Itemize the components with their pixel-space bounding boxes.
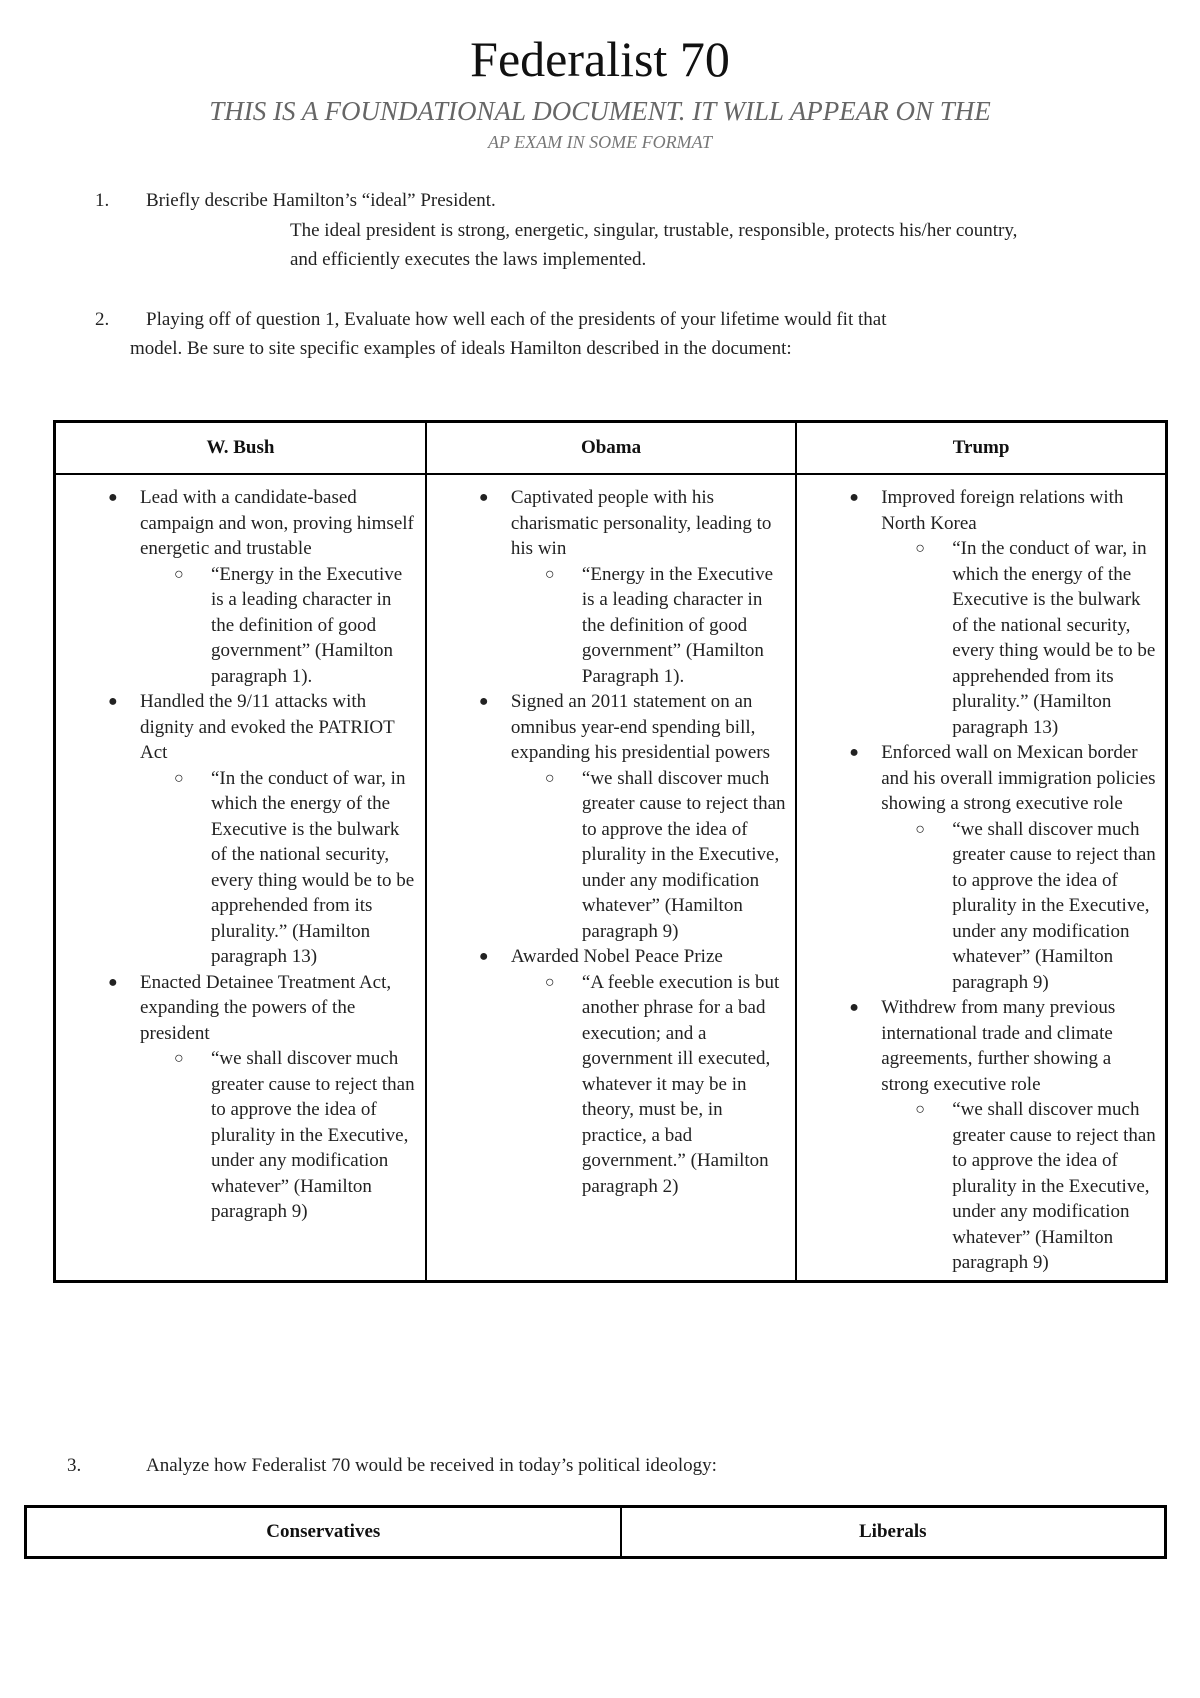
list-item — [138, 1046, 417, 1225]
sub-bullet-icon: ○ — [544, 769, 555, 787]
bullet-icon: ● — [478, 948, 489, 965]
sub-bullet-icon: ○ — [544, 565, 555, 583]
bullet-icon: ● — [849, 744, 859, 761]
ideology-table — [24, 1505, 1167, 1559]
question-3-number: 3. — [67, 1455, 82, 1476]
sub-bullet-icon: ○ — [915, 820, 925, 838]
list-item — [64, 689, 417, 970]
header-obama: Obama — [426, 422, 796, 475]
list-item — [435, 485, 787, 689]
sub-bullet-icon: ○ — [544, 973, 555, 991]
presidents-table-header — [55, 422, 1167, 475]
ideology-table-header — [26, 1507, 1166, 1558]
question-2-number: 2. — [95, 309, 110, 330]
list-item — [805, 740, 1157, 995]
list-item — [879, 817, 1157, 996]
sub-bullet-icon: ○ — [915, 1101, 925, 1118]
bullet-text: Lead with a candidate-based campaign and won, proving himself energetic and trustable — [140, 487, 414, 559]
quote-text: “we shall discover much greater cause to reject than to approve the idea of plurality in the Executive, under any modification whatever” (Hamilton paragraph 9) — [952, 1099, 1156, 1273]
quote-text: “we shall discover much greater cause to reject than to approve the idea of plurality in the Executive, under any modification whatever” (Hamilton paragraph 9) — [211, 1048, 415, 1222]
list-item — [509, 766, 787, 945]
bullet-text: Withdrew from many previous international trade and climate agreements, further showing a strong executive role — [881, 997, 1116, 1095]
sub-bullet-icon: ○ — [174, 1050, 184, 1067]
bullet-text: Enacted Detainee Treatment Act, expanding the powers of the president — [140, 971, 392, 1044]
list-item — [138, 562, 417, 690]
document-title: Federalist 70 — [470, 31, 730, 87]
list-item — [435, 689, 787, 944]
quote-text: “A feeble execution is but another phrase for a bad execution; and a government ill executed, whatever it may be in theory, must be, in practice, a bad government.” (Hamilton paragraph 2) — [581, 971, 780, 1197]
sub-bullet-icon: ○ — [174, 565, 184, 583]
cell-trump — [796, 474, 1166, 1281]
header-conservatives: Conservatives — [26, 1507, 621, 1558]
bullet-icon: ● — [108, 489, 118, 506]
document-subtitle-line2: AP EXAM IN SOME FORMAT — [488, 132, 712, 152]
bullet-text: Signed an 2011 statement on an omnibus year-end spending bill, expanding his presidential powers — [510, 691, 770, 763]
question-2-line1: Playing off of question 1, Evaluate how well each of the presidents of your lifetime would fit that — [146, 309, 887, 330]
list-item — [879, 536, 1157, 740]
presidents-table — [53, 420, 1168, 1283]
list-item — [435, 944, 787, 1199]
sub-bullet-icon: ○ — [174, 769, 184, 787]
list-item — [879, 1097, 1157, 1276]
sub-bullet-icon: ○ — [915, 540, 925, 557]
bullet-text: Captivated people with his charismatic personality, leading to his win — [510, 487, 772, 559]
quote-text: “In the conduct of war, in which the energy of the Executive is the bulwark of the national security, every thing would be to be apprehended from its plurality.” (Hamilton paragraph 13) — [211, 767, 415, 967]
bullet-icon: ● — [478, 489, 489, 506]
header-liberals: Liberals — [621, 1507, 1166, 1558]
quote-text: “we shall discover much greater cause to reject than to approve the idea of plurality in the Executive, under any modification whatever” (Hamilton paragraph 9) — [581, 767, 786, 942]
list-item — [805, 995, 1157, 1276]
header-bush: W. Bush — [55, 422, 426, 475]
list-item — [64, 485, 417, 689]
question-1-number: 1. — [95, 190, 110, 211]
list-item — [138, 766, 417, 970]
bullet-text: Awarded Nobel Peace Prize — [510, 946, 723, 967]
quote-text: “Energy in the Executive is a leading character in the definition of good government” (Hamilton Paragraph 1). — [581, 563, 774, 687]
bullet-text: Improved foreign relations with North Korea — [881, 487, 1124, 534]
list-item — [805, 485, 1157, 740]
bullet-icon: ● — [108, 973, 118, 991]
header-trump: Trump — [796, 422, 1166, 475]
question-2-line2: model. Be sure to site specific examples of ideals Hamilton described in the document: — [130, 338, 792, 359]
question-1-text: Briefly describe Hamilton’s “ideal” President. — [146, 190, 496, 211]
question-3-text: Analyze how Federalist 70 would be received in today’s political ideology: — [146, 1455, 717, 1476]
question-1-answer: The ideal president is strong, energetic, singular, trustable, responsible, protects his/her country, and efficiently executes the laws implemented. — [290, 220, 1018, 270]
bullet-icon: ● — [849, 489, 859, 506]
cell-obama — [426, 474, 796, 1281]
bullet-icon: ● — [108, 693, 118, 710]
document-subtitle: THIS IS A FOUNDATIONAL DOCUMENT. IT WILL APPEAR ON THE — [209, 96, 991, 126]
quote-text: “Energy in the Executive is a leading character in the definition of good government” (Hamilton paragraph 1). — [211, 563, 403, 687]
list-item — [64, 970, 417, 1225]
list-item — [509, 970, 787, 1200]
cell-bush — [55, 474, 426, 1281]
quote-text: “In the conduct of war, in which the energy of the Executive is the bulwark of the national security, every thing would be to be apprehended from its plurality.” (Hamilton paragraph 13) — [952, 538, 1156, 738]
bullet-text: Enforced wall on Mexican border and his overall immigration policies showing a strong executive role — [881, 742, 1156, 814]
list-item — [509, 562, 787, 690]
quote-text: “we shall discover much greater cause to reject than to approve the idea of plurality in the Executive, under any modification whatever” (Hamilton paragraph 9) — [952, 818, 1156, 993]
bullet-icon: ● — [849, 999, 859, 1016]
presidents-table-row — [55, 474, 1167, 1281]
bullet-text: Handled the 9/11 attacks with dignity and evoked the PATRIOT Act — [140, 691, 395, 763]
bullet-icon: ● — [478, 693, 489, 710]
